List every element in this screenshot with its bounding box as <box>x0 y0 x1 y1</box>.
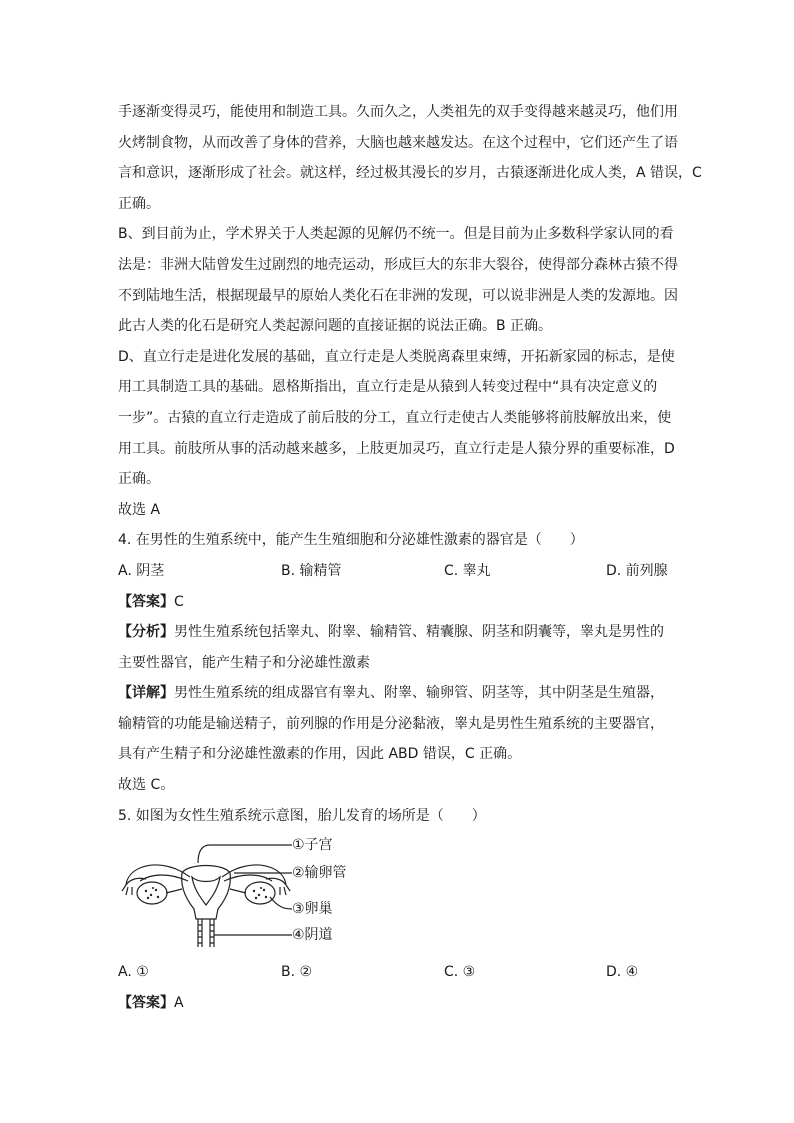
text-line: 手逐渐变得灵巧，能使用和制造工具。久而久之，人类祖先的双手变得越来越灵巧，他们用 <box>118 104 678 120</box>
question-options <box>118 556 678 587</box>
figure-label-ovary: ③卵巢 <box>292 901 333 918</box>
conclusion: 故选 A <box>118 501 161 518</box>
female-reproductive-diagram <box>118 833 348 951</box>
answer-line <box>118 587 678 618</box>
text-line: 正确。 <box>118 471 160 488</box>
question-stem: 5. 如图为女性生殖系统示意图，胎儿发育的场所是（ ） <box>118 807 486 824</box>
text-line: 正确。 <box>118 195 160 212</box>
figure-label-vagina: ④阴道 <box>292 927 333 944</box>
prev-explanation <box>118 97 702 525</box>
text-line: B、到目前为止，学术界关于人类起源的见解仍不统一。但是目前为止多数科学家认同的看 <box>118 226 674 243</box>
analysis-label: 【分析】 <box>118 624 174 641</box>
conclusion: 故选 C。 <box>118 777 175 794</box>
option-c: C. 睾丸 <box>444 562 491 579</box>
option-c: C. ③ <box>444 964 476 981</box>
text-line: 一步”。古猿的直立行走造成了前后肢的分工，直立行走使古人类能够将前肢解放出来，使 <box>118 409 672 426</box>
text-line: 不到陆地生活，根据现最早的原始人类化石在非洲的发现，可以说非洲是人类的发源地。因 <box>118 287 678 304</box>
option-a: A. 阴茎 <box>118 562 165 579</box>
answer-value: C <box>174 593 184 610</box>
analysis-line <box>118 617 678 648</box>
question-stem: 4. 在男性的生殖系统中，能产生生殖细胞和分泌雄性激素的器官是（ ） <box>118 532 584 549</box>
question-5 <box>118 801 678 1019</box>
analysis-text: 男性生殖系统包括睾丸、附睾、输精管、精囊腺、阴茎和阴囊等，睾丸是男性的 <box>174 624 664 641</box>
reproductive-system-illustration <box>118 833 294 951</box>
question-options <box>118 957 678 988</box>
text-line: 言和意识，逐渐形成了社会。就这样，经过极其漫长的岁月，古猿逐渐进化成人类，A 错误，C <box>118 165 702 182</box>
analysis-text: 主要性器官，能产生精子和分泌雄性激素 <box>118 654 370 671</box>
option-d: D. 前列腺 <box>606 562 668 579</box>
text-line: D、直立行走是进化发展的基础，直立行走是人类脱离森里束缚，开拓新家园的标志，是使 <box>118 348 675 365</box>
figure-label-uterus: ①子宫 <box>292 837 333 854</box>
detail-text: 输精管的功能是输送精子，前列腺的作用是分泌黏液，睾丸是男性生殖系统的主要器官， <box>118 715 664 732</box>
text-line: 此古人类的化石是研究人类起源问题的直接证据的说法正确。B 正确。 <box>118 318 553 335</box>
answer-label: 【答案】 <box>118 994 174 1011</box>
option-d: D. ④ <box>606 964 639 981</box>
document-content <box>118 97 702 1018</box>
detail-text: 具有产生精子和分泌雄性激素的作用，因此 ABD 错误，C 正确。 <box>118 746 522 763</box>
text-line: 法是：非洲大陆曾发生过剧烈的地壳运动，形成巨大的东非大裂谷，使得部分森林古猿不得 <box>118 256 678 273</box>
answer-line <box>118 988 678 1019</box>
detail-label: 【详解】 <box>118 685 174 702</box>
answer-label: 【答案】 <box>118 593 174 610</box>
text-line: 火烤制食物，从而改善了身体的营养，大脑也越来越发达。在这个过程中，它们还产生了语 <box>118 134 678 151</box>
detail-text: 男性生殖系统的组成器官有睾丸、附睾、输卵管、阴茎等，其中阴茎是生殖器， <box>174 685 664 702</box>
question-4 <box>118 525 678 800</box>
option-b: B. ② <box>281 964 313 981</box>
text-line: 用工具制造工具的基础。恩格斯指出，直立行走是从猿到人转变过程中“具有决定意义的 <box>118 379 658 396</box>
answer-value: A <box>174 994 184 1011</box>
option-b: B. 输精管 <box>281 562 342 579</box>
figure-label-fallopian-tube: ②输卵管 <box>292 865 347 882</box>
option-a: A. ① <box>118 964 149 981</box>
detail-line <box>118 678 678 709</box>
text-line: 用工具。前肢所从事的活动越来越多，上肢更加灵巧，直立行走是人猿分界的重要标准，D <box>118 440 675 457</box>
